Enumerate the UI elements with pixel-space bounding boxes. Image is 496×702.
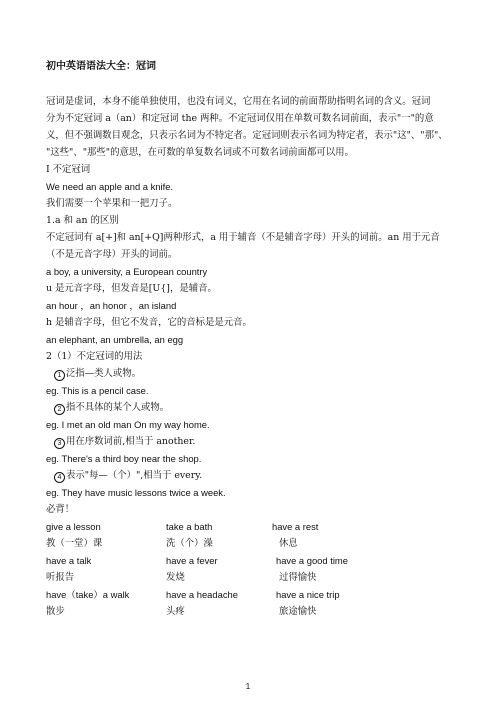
example-list: an elephant, an umbrella, an egg <box>46 334 184 345</box>
paragraph-line: （不是元音字母）开头的词前。 <box>46 249 178 260</box>
subsection-heading: 2（1）不定冠词的用法 <box>46 351 143 362</box>
phrase-zh: 听报告 <box>46 572 75 583</box>
subsection-heading: 1.a 和 an 的区别 <box>46 215 119 226</box>
phrase-zh: 发烧 <box>166 572 185 583</box>
usage-example: eg. There's a third boy near the shop. <box>46 453 202 464</box>
example-list: an hour ，an honor ，an island <box>46 300 177 311</box>
phrase-en: have a talk <box>46 555 92 566</box>
intro-line-4: "这些"、"那些"的意思，在可数的单复数名词或不可数名词前面都可以用。 <box>46 147 354 158</box>
note-line: h 是辅音字母，但它不发音，它的音标是是元音。 <box>46 317 252 328</box>
phrase-zh: 休息 <box>279 538 298 549</box>
phrase-zh: 头疼 <box>166 606 185 617</box>
page-title: 初中英语语法大全：冠词 <box>46 61 156 72</box>
circled-number: 3 <box>54 438 65 449</box>
usage-text: 用在序数词前,相当于 another. <box>66 436 196 447</box>
intro-line-3: 义，但不强调数目观念，只表示名词为不特定者。定冠词则表示名词为特定者，表示"这"、"那"、 <box>46 130 448 141</box>
example-translation: 我们需要一个苹果和一把刀子。 <box>46 198 178 209</box>
paragraph-line: 不定冠词有 a[+]和 an[+Q]两种形式，a 用于辅音（不是辅音字母）开头的词前。an 用于元音 <box>46 232 440 243</box>
example-list: a boy, a university, a European country <box>46 266 208 277</box>
section-heading: Ⅰ 不定冠词 <box>46 164 91 175</box>
intro-line-2: 分为不定冠词 a（an）和定冠词 the 两种。不定冠词仅用在单数可数名词前面，表示"一"的意 <box>46 113 434 124</box>
usage-text: 泛指—类人或物。 <box>66 368 142 379</box>
phrase-zh: 过得愉快 <box>279 572 317 583</box>
must-memorize-label: 必背！ <box>46 504 75 515</box>
circled-number: 2 <box>54 404 65 415</box>
usage-text: 指不具体的某个人或物。 <box>66 402 170 413</box>
phrase-zh: 散步 <box>46 606 65 617</box>
usage-item <box>54 436 456 449</box>
intro-line-1: 冠词是虚词，本身不能单独使用，也没有词义，它用在名词的前面帮助指明名词的含义。冠词 <box>46 96 431 107</box>
usage-example: eg. I met an old man On my way home. <box>46 419 210 430</box>
page-number: 1 <box>245 682 251 691</box>
phrase-en: have a rest <box>272 521 319 532</box>
phrase-zh: 洗（个）澡 <box>166 538 213 549</box>
phrase-en: take a bath <box>166 521 213 532</box>
note-line: u 是元音字母，但发音是[U{]，是辅音。 <box>46 283 217 294</box>
phrase-en: have（take）a walk <box>46 589 130 600</box>
usage-item <box>54 470 456 483</box>
phrase-en: have a fever <box>166 555 218 566</box>
phrase-zh: 旅途愉快 <box>279 606 317 617</box>
circled-number: 4 <box>54 472 65 483</box>
phrase-en: have a headache <box>166 589 238 600</box>
usage-text: 表示"每—（个）",相当于 every. <box>66 470 203 481</box>
phrase-en: have a nice trip <box>276 589 340 600</box>
circled-number: 1 <box>54 370 65 381</box>
phrase-zh: 教（一堂）课 <box>46 538 103 549</box>
phrase-en: have a good time <box>276 555 348 566</box>
usage-item <box>54 402 456 415</box>
usage-example: eg. They have music lessons twice a week. <box>46 487 226 498</box>
usage-example: eg. This is a pencil case. <box>46 385 149 396</box>
usage-item <box>54 368 456 381</box>
example-sentence: We need an apple and a knife. <box>46 181 174 192</box>
phrase-en: give a lesson <box>46 521 101 532</box>
